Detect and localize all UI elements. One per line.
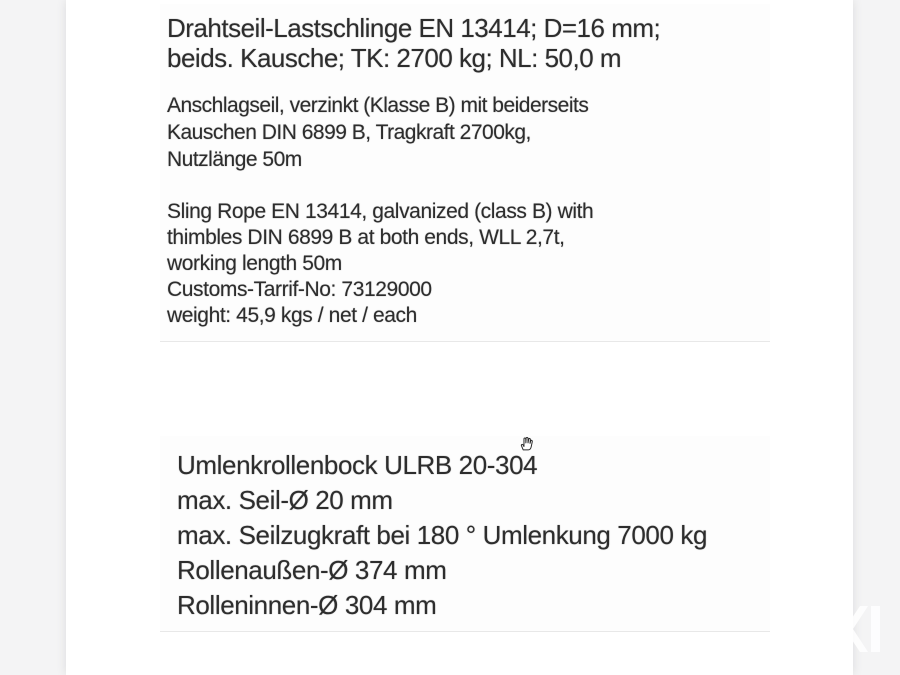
watermark-k-glyph (846, 606, 880, 657)
text-line: weight: 45,9 kgs / net / each (167, 304, 417, 327)
text-line: working length 50m (167, 252, 342, 275)
text-line: Rollenaußen-Ø 374 mm (177, 555, 447, 585)
text-line: Nutzlänge 50m (167, 148, 302, 171)
text-line: Drahtseil-Lastschlinge EN 13414; D=16 mm; (167, 13, 661, 43)
text-line: Sling Rope EN 13414, galvanized (class B) with (167, 200, 594, 223)
text-line: beids. Kausche; TK: 2700 kg; NL: 50,0 m (167, 43, 622, 73)
text-line: Rolleninnen-Ø 304 mm (177, 590, 437, 620)
document-page (66, 0, 853, 675)
text-line: max. Seilzugkraft bei 180 ° Umlenkung 7000 kg (177, 520, 708, 550)
description-english (167, 199, 593, 329)
text-line: Umlenkrollenbock ULRB 20-304 (177, 450, 538, 480)
description-german (167, 92, 588, 173)
text-line: max. Seil-Ø 20 mm (177, 485, 393, 515)
text-line: Customs-Tarrif-No: 73129000 (167, 278, 432, 301)
hand-cursor-icon (518, 435, 536, 453)
spec-heading-de (167, 13, 660, 73)
text-line: Kauschen DIN 6899 B, Tragkraft 2700kg, (167, 121, 531, 144)
text-line: Anschlagseil, verzinkt (Klasse B) mit beiderseits (167, 94, 589, 117)
text-line: thimbles DIN 6899 B at both ends, WLL 2,7t, (167, 226, 565, 249)
pulley-block-spec (177, 448, 707, 623)
